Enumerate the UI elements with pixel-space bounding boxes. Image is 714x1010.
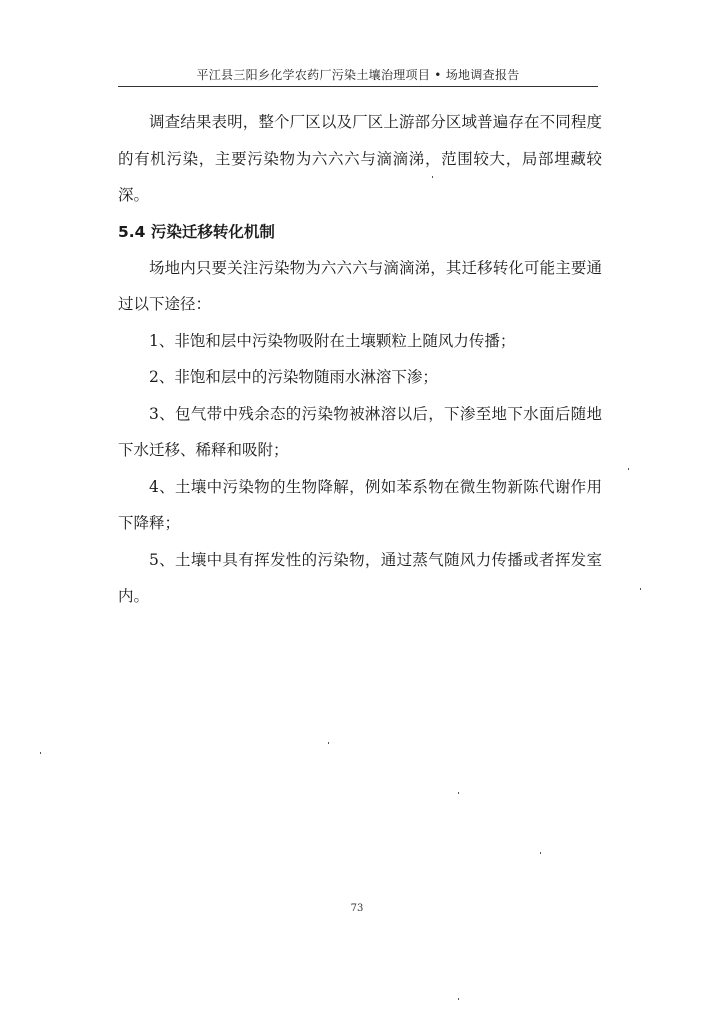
- intro-paragraph: 调查结果表明，整个厂区以及厂区上游部分区域普遍存在不同程度的有机污染，主要污染物为六六六与滴滴涕，范围较大，局部埋藏较深。: [118, 113, 602, 204]
- scan-speck: [432, 176, 433, 178]
- header-title: 平江县三阳乡化学农药厂污染土壤治理项目 • 场地调查报告: [196, 68, 520, 82]
- list-item-5: 5、土壤中具有挥发性的污染物，通过蒸气随风力传播或者挥发室内。: [118, 550, 602, 605]
- scan-speck: [640, 588, 641, 590]
- page-header: [118, 66, 598, 88]
- list-item-4: 4、土壤中污染物的生物降解，例如苯系物在微生物新陈代谢作用下降释；: [118, 477, 602, 532]
- scan-speck: [540, 852, 541, 854]
- list-item-1: 1、非饱和层中污染物吸附在土壤颗粒上随风力传播；: [149, 331, 516, 350]
- scan-speck: [40, 752, 41, 754]
- scan-speck: [458, 998, 459, 1000]
- page-number: 73: [350, 903, 364, 914]
- section-intro-paragraph: 场地内只要关注污染物为六六六与滴滴涕，其迁移转化可能主要通过以下途径：: [118, 258, 602, 313]
- scan-speck: [328, 742, 329, 744]
- scan-speck: [628, 468, 629, 470]
- section-heading: 5.4 污染迁移转化机制: [118, 222, 275, 241]
- header-rule: [118, 86, 598, 87]
- scan-speck: [458, 792, 459, 794]
- page-body: [118, 104, 602, 615]
- list-item-3: 3、包气带中残余态的污染物被淋溶以后，下渗至地下水面后随地下水迁移、稀释和吸附；: [118, 404, 602, 459]
- list-item-2: 2、非饱和层中的污染物随雨水淋溶下渗；: [149, 368, 438, 386]
